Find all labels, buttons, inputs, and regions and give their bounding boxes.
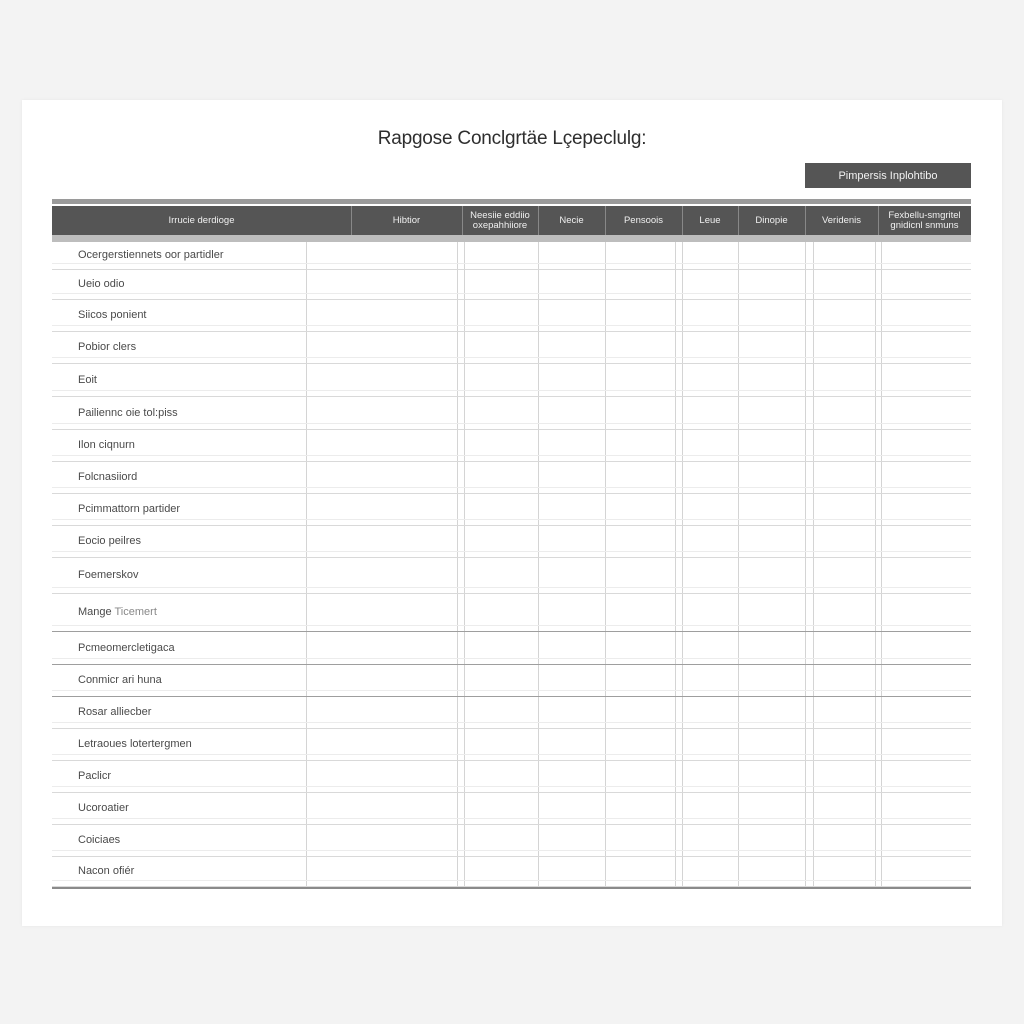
header-divider	[682, 206, 683, 235]
row-label	[78, 407, 178, 419]
row-label-text: Eoit	[78, 373, 97, 386]
column-header-8: Veridenis	[821, 214, 862, 226]
header-divider	[538, 206, 539, 235]
grid-row-subline	[52, 293, 971, 294]
grid-row-subline	[52, 625, 971, 626]
row-label-text: Ueio odio	[78, 278, 125, 290]
row-label	[78, 341, 136, 353]
grid-row-subline	[52, 786, 971, 787]
table-row[interactable]	[52, 364, 971, 397]
row-label	[78, 834, 120, 846]
grid-row-subline	[52, 263, 971, 264]
row-label	[78, 802, 129, 814]
column-header-3: Neesiie eddiio oxepahhiiore	[470, 209, 530, 231]
table-row[interactable]	[52, 558, 971, 594]
row-label-text: Letraoues lotertergmen	[78, 738, 192, 750]
row-label-text: Eocio peilres	[78, 535, 141, 547]
row-label	[78, 674, 162, 686]
row-label	[78, 503, 180, 515]
grid-row-subline	[52, 423, 971, 424]
table-row[interactable]	[52, 857, 971, 887]
column-header-6: Leue	[699, 214, 721, 226]
table-row[interactable]	[52, 270, 971, 300]
row-label	[78, 606, 157, 618]
table-row[interactable]	[52, 825, 971, 857]
row-label-text: Pcmeomercletigaca	[78, 641, 175, 654]
column-header-4: Necie	[559, 214, 584, 226]
grid-row-subline	[52, 357, 971, 358]
grid-row-subline	[52, 818, 971, 819]
grid-row-subline	[52, 455, 971, 456]
row-label-text: Pobior clers	[78, 341, 137, 353]
row-label	[78, 569, 139, 581]
row-label-extra: Ticemert	[111, 606, 157, 618]
table-row[interactable]	[52, 697, 971, 729]
header-divider	[605, 206, 606, 235]
table-header-underline	[52, 235, 971, 242]
table-row[interactable]	[52, 430, 971, 462]
row-label	[78, 865, 134, 877]
grid-row-subline	[52, 390, 971, 391]
header-divider	[351, 206, 352, 235]
grid-row-subline	[52, 519, 971, 520]
table-top-rule	[52, 199, 971, 204]
table-row[interactable]	[52, 397, 971, 430]
row-label-text: Rosar alliecber	[78, 706, 152, 718]
row-label	[78, 642, 175, 654]
grid-row-subline	[52, 850, 971, 851]
grid-row-subline	[52, 487, 971, 488]
grid-row-subline	[52, 690, 971, 691]
column-header-7: Dinopie	[755, 214, 788, 226]
row-label	[78, 278, 124, 290]
action-button[interactable]: Pimpersis Inplohtibo	[805, 163, 971, 188]
table-row[interactable]	[52, 494, 971, 526]
row-label	[78, 249, 224, 261]
column-header-5: Pensoois	[623, 214, 664, 226]
row-label-text: Foemerskov	[78, 569, 139, 581]
table-row[interactable]	[52, 462, 971, 494]
table-row[interactable]	[52, 761, 971, 793]
row-label	[78, 309, 147, 321]
row-label	[78, 738, 192, 750]
header-divider	[878, 206, 879, 235]
table-row[interactable]	[52, 632, 971, 665]
grid-row-subline	[52, 325, 971, 326]
row-label-text: Mange	[78, 606, 112, 618]
row-label	[78, 535, 141, 547]
row-label	[78, 706, 151, 718]
column-header-2: Hibtior	[392, 214, 421, 226]
row-label-text: Ocergerstiennets oor partidler	[78, 249, 224, 261]
row-label	[78, 439, 135, 451]
table-bottom-rule	[52, 887, 971, 889]
row-label-text: Ilon ciqnurn	[78, 439, 135, 451]
grid-row-subline	[52, 551, 971, 552]
document-title: Rapgose Conclgrtäe Lçepeclulg:	[377, 128, 647, 149]
table-row[interactable]	[52, 665, 971, 697]
grid-row-subline	[52, 880, 971, 881]
column-header-1: Irrucie derdioge	[168, 214, 235, 226]
row-label-text: Coiciaes	[78, 834, 121, 846]
row-label-text: Folcnasiiord	[78, 471, 138, 483]
row-label	[78, 770, 111, 782]
row-label-text: Pcimmattorn partider	[78, 503, 181, 515]
row-label	[78, 471, 137, 483]
row-label-text: Paclicr	[78, 770, 112, 782]
column-header-9: Fexbellu-smgritel gnidicnl snmuns	[888, 209, 961, 231]
row-label-text: Siicos ponient	[78, 309, 147, 321]
table-row[interactable]	[52, 594, 971, 632]
grid-row-subline	[52, 722, 971, 723]
row-label-text: Pailiennc oie tol:piss	[78, 406, 178, 419]
table-row[interactable]	[52, 526, 971, 558]
grid-row-subline	[52, 658, 971, 659]
header-divider	[738, 206, 739, 235]
row-label	[78, 374, 97, 386]
header-divider	[462, 206, 463, 235]
header-divider	[805, 206, 806, 235]
row-label-text: Ucoroatier	[78, 802, 129, 814]
row-label-text: Conmicr ari huna	[78, 674, 162, 686]
grid-row-subline	[52, 587, 971, 588]
row-label-text: Nacon ofiér	[78, 865, 135, 877]
table-row[interactable]	[52, 793, 971, 825]
grid-row-subline	[52, 754, 971, 755]
table-row[interactable]	[52, 300, 971, 332]
table-row[interactable]	[52, 332, 971, 364]
